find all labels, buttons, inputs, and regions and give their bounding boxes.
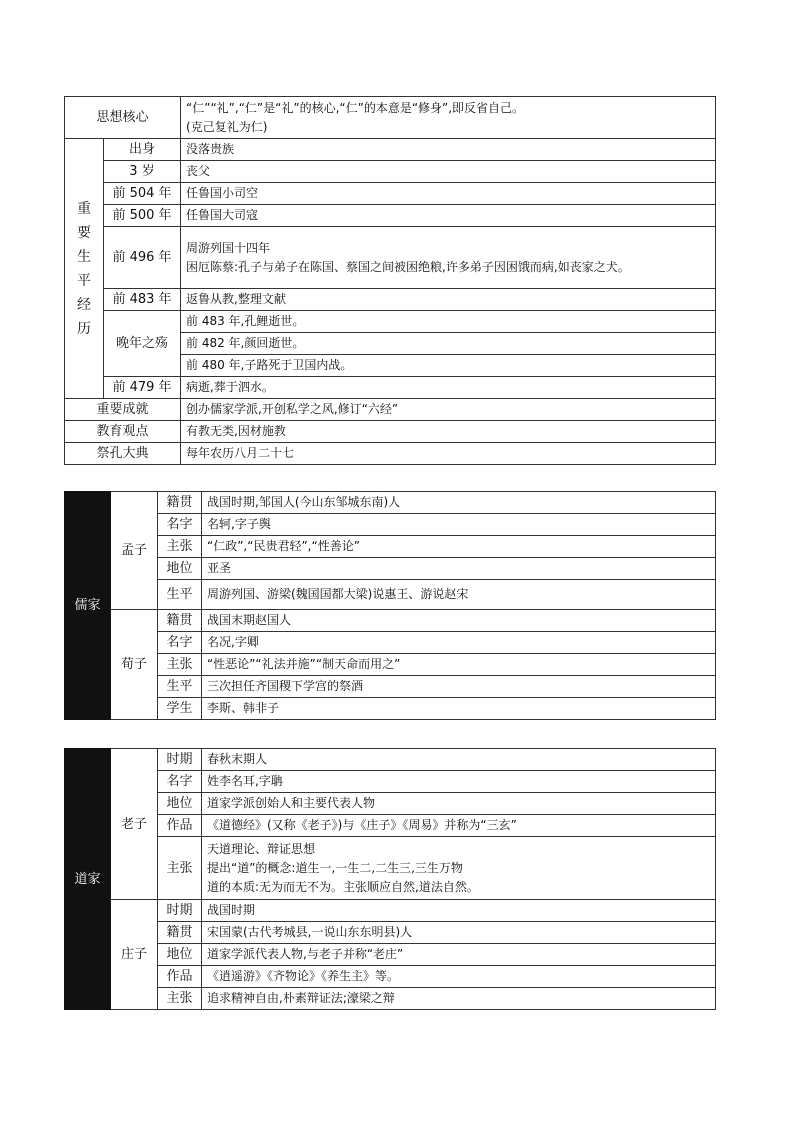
zhuangzi-shiqi: 战国时期 [202,900,716,922]
ceremony-label: 祭孔大典 [65,443,181,465]
laozi-name: 老子 [111,749,158,900]
mencius-diwei: 亚圣 [202,558,716,580]
mencius-zhuzhang-label: 主张 [158,536,202,558]
y500-value: 任鲁国大司寇 [181,205,716,227]
ceremony-value: 每年农历八月二十七 [181,443,716,465]
y479-value: 病逝,葬于泗水。 [181,377,716,399]
birth-value: 没落贵族 [181,139,716,161]
zhuangzi-zuopin-label: 作品 [158,966,202,988]
achievement-value: 创办儒家学派,开创私学之风,修订“六经” [181,399,716,421]
laozi-zhuzhang-line-2: 提出“道”的概念:道生一,一生二,二生三,三生万物 [207,860,463,875]
confucius-table [64,96,716,465]
laozi-zhuzhang-line-1: 天道理论、辩证思想 [207,841,316,856]
y500-label: 前 500 年 [104,205,181,227]
late-label: 晚年之殇 [104,311,181,377]
y496-label: 前 496 年 [104,227,181,289]
xunzi-shengping-label: 生平 [158,676,202,698]
laozi-zhuzhang-label: 主张 [158,837,202,900]
laozi-zhuzhang-line-3: 道的本质:无为而无不为。主张顺应自然,道法自然。 [207,879,479,894]
xunzi-shengping: 三次担任齐国稷下学宫的祭酒 [202,676,716,698]
xunzi-jiguan: 战国末期赵国人 [202,610,716,632]
zhuangzi-diwei: 道家学派代表人物,与老子并称“老庄” [202,944,716,966]
zhuangzi-name: 庄子 [111,900,158,1010]
laozi-zuopin: 《道德经》(又称《老子》)与《庄子》《周易》并称为“三玄” [202,815,716,837]
laozi-diwei: 道家学派创始人和主要代表人物 [202,793,716,815]
laozi-zuopin-label: 作品 [158,815,202,837]
y496-value [181,227,716,289]
zhuangzi-shiqi-label: 时期 [158,900,202,922]
late-value-1: 前 483 年,孔鲤逝世。 [181,311,716,333]
mencius-jiguan: 战国时期,邹国人(今山东邹城东南)人 [202,492,716,514]
late-value-2: 前 482 年,颜回逝世。 [181,333,716,355]
y483-value: 返鲁从教,整理文献 [181,289,716,311]
life-vertical-label: 重 要 生 平 经 历 [65,139,104,399]
edu-label: 教育观点 [65,421,181,443]
birth-label: 出身 [104,139,181,161]
dao-school-label: 道家 [65,749,111,1010]
laozi-diwei-label: 地位 [158,793,202,815]
y504-label: 前 504 年 [104,183,181,205]
edu-value: 有教无类,因材施教 [181,421,716,443]
dao-school-table [64,748,716,1010]
xunzi-xuesheng: 李斯、韩非子 [202,698,716,720]
zhuangzi-zhuzhang-label: 主张 [158,988,202,1010]
xunzi-mingzi-label: 名字 [158,632,202,654]
core-line-1: “仁”“礼”,“仁”是“礼”的核心,“仁”的本意是“修身”,即反省自己。 [186,100,525,115]
mencius-name: 孟子 [111,492,158,610]
core-value [181,97,716,139]
xunzi-xuesheng-label: 学生 [158,698,202,720]
core-line-2: (克己复礼为仁) [186,119,268,134]
laozi-shiqi-label: 时期 [158,749,202,771]
laozi-mingzi-label: 名字 [158,771,202,793]
y496-line-2: 困厄陈蔡:孔子与弟子在陈国、蔡国之间被困绝粮,许多弟子因困饿而病,如丧家之犬。 [186,259,630,274]
xunzi-jiguan-label: 籍贯 [158,610,202,632]
age3-value: 丧父 [181,161,716,183]
y496-line-1: 周游列国十四年 [186,240,271,255]
xunzi-zhuzhang: “性恶论”“礼法并施”“制天命而用之” [202,654,716,676]
zhuangzi-zuopin: 《逍遥游》《齐物论》《养生主》等。 [202,966,716,988]
mencius-mingzi: 名轲,字子舆 [202,514,716,536]
mencius-mingzi-label: 名字 [158,514,202,536]
mencius-shengping-label: 生平 [158,580,202,610]
mencius-jiguan-label: 籍贯 [158,492,202,514]
mencius-shengping: 周游列国、游梁(魏国国都大梁)说惠王、游说赵宋 [202,580,716,610]
zhuangzi-diwei-label: 地位 [158,944,202,966]
xunzi-name: 荀子 [111,610,158,720]
ru-school-label: 儒家 [65,492,111,720]
xunzi-mingzi: 名况,字卿 [202,632,716,654]
core-label: 思想核心 [65,97,181,139]
ru-school-table [64,491,716,720]
xunzi-zhuzhang-label: 主张 [158,654,202,676]
mencius-diwei-label: 地位 [158,558,202,580]
y504-value: 任鲁国小司空 [181,183,716,205]
zhuangzi-jiguan: 宋国蒙(古代考城县,一说山东东明县)人 [202,922,716,944]
y479-label: 前 479 年 [104,377,181,399]
laozi-mingzi: 姓李名耳,字聃 [202,771,716,793]
achievement-label: 重要成就 [65,399,181,421]
mencius-zhuzhang: “仁政”,“民贵君轻”,“性善论” [202,536,716,558]
zhuangzi-zhuzhang: 追求精神自由,朴素辩证法;濠梁之辩 [202,988,716,1010]
laozi-zhuzhang [202,837,716,900]
laozi-shiqi: 春秋末期人 [202,749,716,771]
zhuangzi-jiguan-label: 籍贯 [158,922,202,944]
late-value-3: 前 480 年,子路死于卫国内战。 [181,355,716,377]
age3-label: 3 岁 [104,161,181,183]
y483-label: 前 483 年 [104,289,181,311]
